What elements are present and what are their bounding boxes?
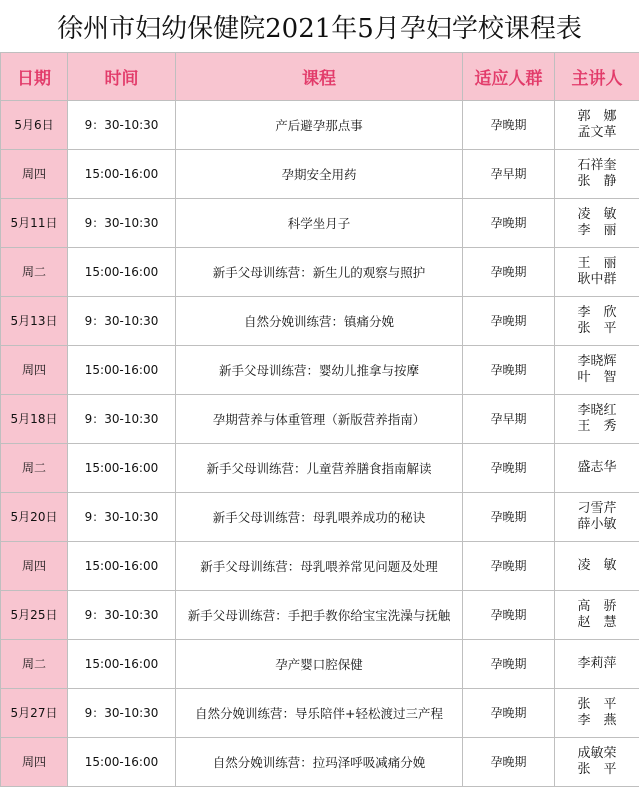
audience-cell: 孕晚期 [463,248,555,297]
table-row [1,591,639,640]
course-cell: 自然分娩训练营：拉玛泽呼吸减痛分娩 [176,738,463,787]
speaker-name: 高 骄 [558,599,636,615]
time-cell: 15:00-16:00 [68,640,176,689]
speaker-name: 王 秀 [558,419,636,435]
course-cell: 自然分娩训练营：导乐陪伴+轻松渡过三产程 [176,689,463,738]
audience-cell: 孕晚期 [463,346,555,395]
header-date: 日期 [1,53,68,101]
time-cell: 15:00-16:00 [68,542,176,591]
table-header-row [1,53,639,101]
speaker-name: 张 静 [558,174,636,190]
speaker-cell [555,689,639,738]
speaker-name: 叶 智 [558,370,636,386]
speaker-name: 张 平 [558,697,636,713]
speaker-cell [555,444,639,493]
table-row [1,199,639,248]
speaker-name: 李 欣 [558,305,636,321]
audience-cell: 孕晚期 [463,542,555,591]
speaker-cell [555,395,639,444]
audience-cell: 孕晚期 [463,297,555,346]
time-cell: 9：30-10:30 [68,689,176,738]
header-course: 课程 [176,53,463,101]
date-cell: 5月27日 [1,689,68,738]
audience-cell: 孕早期 [463,395,555,444]
speaker-cell [555,591,639,640]
table-row [1,444,639,493]
course-cell: 自然分娩训练营：镇痛分娩 [176,297,463,346]
speaker-name: 李 丽 [558,223,636,239]
speaker-name: 凌 敏 [558,558,636,574]
date-cell: 5月25日 [1,591,68,640]
table-row [1,689,639,738]
header-audience: 适应人群 [463,53,555,101]
speaker-name: 凌 敏 [558,207,636,223]
time-cell: 9：30-10:30 [68,493,176,542]
date-cell: 5月6日 [1,101,68,150]
schedule-table [0,52,639,787]
course-cell: 新手父母训练营：新生儿的观察与照护 [176,248,463,297]
speaker-name: 赵 慧 [558,615,636,631]
course-cell: 新手父母训练营：母乳喂养成功的秘诀 [176,493,463,542]
table-row [1,738,639,787]
audience-cell: 孕晚期 [463,591,555,640]
table-row [1,395,639,444]
speaker-name: 李 燕 [558,713,636,729]
speaker-name: 李晓辉 [558,354,636,370]
speaker-name: 王 丽 [558,256,636,272]
date-cell: 周四 [1,346,68,395]
time-cell: 15:00-16:00 [68,444,176,493]
time-cell: 9：30-10:30 [68,591,176,640]
date-cell: 周二 [1,444,68,493]
time-cell: 15:00-16:00 [68,150,176,199]
speaker-name: 耿中群 [558,272,636,288]
table-row [1,248,639,297]
date-cell: 周四 [1,738,68,787]
table-row [1,101,639,150]
course-cell: 孕期营养与体重管理（新版营养指南） [176,395,463,444]
date-cell: 5月18日 [1,395,68,444]
course-cell: 新手父母训练营：母乳喂养常见问题及处理 [176,542,463,591]
audience-cell: 孕早期 [463,150,555,199]
date-cell: 5月13日 [1,297,68,346]
table-row [1,542,639,591]
audience-cell: 孕晚期 [463,101,555,150]
time-cell: 9：30-10:30 [68,395,176,444]
speaker-cell [555,640,639,689]
speaker-name: 孟文革 [558,125,636,141]
date-cell: 周四 [1,542,68,591]
course-cell: 孕产婴口腔保健 [176,640,463,689]
time-cell: 15:00-16:00 [68,738,176,787]
table-row [1,493,639,542]
audience-cell: 孕晚期 [463,444,555,493]
table-row [1,640,639,689]
audience-cell: 孕晚期 [463,493,555,542]
time-cell: 9：30-10:30 [68,297,176,346]
time-cell: 15:00-16:00 [68,346,176,395]
time-cell: 9：30-10:30 [68,199,176,248]
speaker-name: 石祥奎 [558,158,636,174]
audience-cell: 孕晚期 [463,738,555,787]
course-cell: 孕期安全用药 [176,150,463,199]
speaker-name: 盛志华 [558,460,636,476]
audience-cell: 孕晚期 [463,199,555,248]
speaker-cell [555,248,639,297]
speaker-name: 李莉萍 [558,656,636,672]
header-time: 时间 [68,53,176,101]
course-cell: 科学坐月子 [176,199,463,248]
date-cell: 周四 [1,150,68,199]
table-row [1,150,639,199]
course-cell: 新手父母训练营：手把手教你给宝宝洗澡与抚触 [176,591,463,640]
time-cell: 15:00-16:00 [68,248,176,297]
course-cell: 新手父母训练营：婴幼儿推拿与按摩 [176,346,463,395]
audience-cell: 孕晚期 [463,689,555,738]
table-row [1,346,639,395]
date-cell: 5月11日 [1,199,68,248]
speaker-cell [555,346,639,395]
date-cell: 5月20日 [1,493,68,542]
date-cell: 周二 [1,248,68,297]
speaker-name: 李晓红 [558,403,636,419]
time-cell: 9：30-10:30 [68,101,176,150]
speaker-name: 刁雪芹 [558,501,636,517]
audience-cell: 孕晚期 [463,640,555,689]
page-title: 徐州市妇幼保健院2021年5月孕妇学校课程表 [0,0,639,52]
table-row [1,297,639,346]
header-speaker: 主讲人 [555,53,639,101]
date-cell: 周二 [1,640,68,689]
speaker-cell [555,199,639,248]
course-cell: 产后避孕那点事 [176,101,463,150]
speaker-name: 成敏荣 [558,746,636,762]
speaker-name: 张 平 [558,321,636,337]
speaker-cell [555,542,639,591]
speaker-cell [555,150,639,199]
speaker-cell [555,493,639,542]
speaker-name: 薛小敏 [558,517,636,533]
speaker-name: 张 平 [558,762,636,778]
course-cell: 新手父母训练营：儿童营养膳食指南解读 [176,444,463,493]
speaker-cell [555,738,639,787]
speaker-cell [555,101,639,150]
speaker-name: 郭 娜 [558,109,636,125]
speaker-cell [555,297,639,346]
